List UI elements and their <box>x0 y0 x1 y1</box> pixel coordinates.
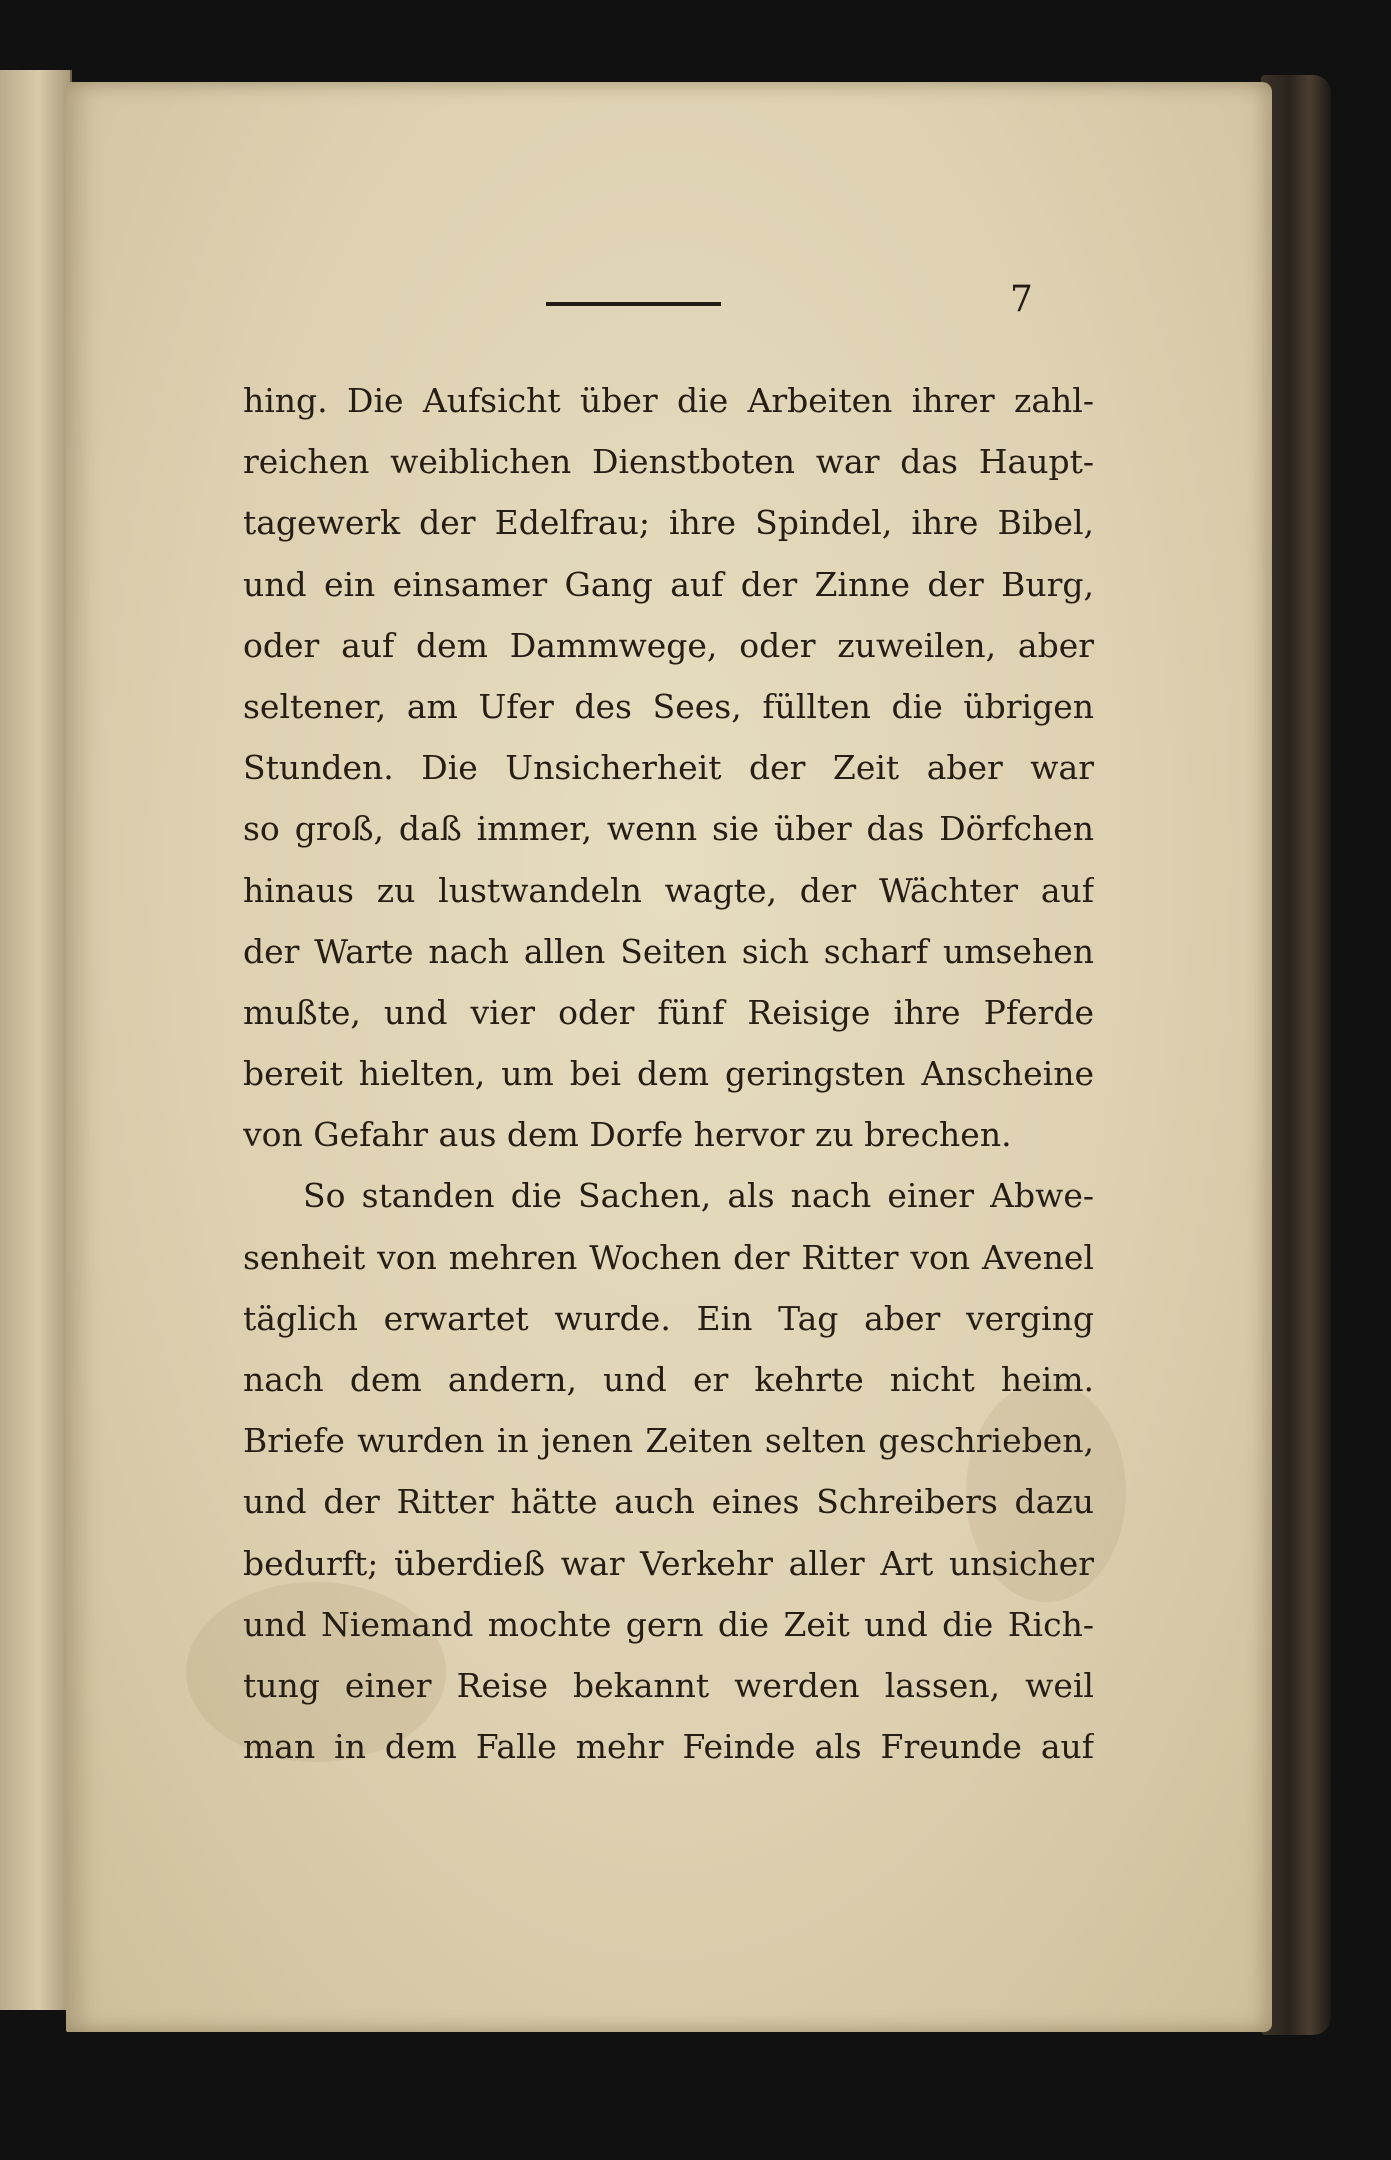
text-line: tung einer Reise bekannt werden lassen, weil <box>243 1665 1094 1705</box>
text-line: man in dem Falle mehr Feinde als Freunde auf <box>243 1727 1094 1767</box>
text-line: seltener, am Ufer des Sees, füllten die übrigen <box>243 686 1094 726</box>
page-number: 7 <box>1010 279 1033 320</box>
text-line: senheit von mehren Wochen der Ritter von Avenel <box>243 1237 1094 1277</box>
header-rule <box>546 302 721 306</box>
text-line: hinaus zu lustwandeln wagte, der Wächter auf <box>243 870 1094 910</box>
book-page <box>66 82 1272 2032</box>
text-line: und ein einsamer Gang auf der Zinne der Burg, <box>243 564 1094 604</box>
previous-page-edge <box>0 70 72 2010</box>
text-line: von Gefahr aus dem Dorfe hervor zu brechen. <box>243 1115 1012 1155</box>
body-text <box>243 370 1094 1777</box>
text-line: hing. Die Aufsicht über die Arbeiten ihrer zahl- <box>243 381 1094 420</box>
page-header <box>66 82 1272 382</box>
text-line: täglich erwartet wurde. Ein Tag aber verging <box>243 1298 1094 1338</box>
text-line: der Warte nach allen Seiten sich scharf umsehen <box>243 931 1094 971</box>
text-line: Briefe wurden in jenen Zeiten selten geschrieben, <box>243 1421 1094 1461</box>
text-line: und Niemand mochte gern die Zeit und die Rich- <box>243 1604 1094 1644</box>
text-line: oder auf dem Dammwege, oder zuweilen, aber <box>243 625 1094 665</box>
text-line: reichen weiblichen Dienstboten war das Haupt- <box>243 442 1094 482</box>
text-line: tagewerk der Edelfrau; ihre Spindel, ihre Bibel, <box>243 503 1094 543</box>
text-line: so groß, daß immer, wenn sie über das Dörfchen <box>243 809 1094 849</box>
text-line: Stunden. Die Unsicherheit der Zeit aber war <box>243 748 1094 788</box>
text-line: nach dem andern, und er kehrte nicht heim. <box>243 1360 1094 1399</box>
text-line: und der Ritter hätte auch eines Schreibers dazu <box>243 1482 1094 1522</box>
text-line: bedurft; überdieß war Verkehr aller Art unsicher <box>243 1543 1094 1583</box>
text-line: bereit hielten, um bei dem geringsten Anscheine <box>243 1054 1094 1094</box>
text-line: So standen die Sachen, als nach einer Abwe- <box>303 1176 1094 1216</box>
text-line: mußte, und vier oder fünf Reisige ihre Pferde <box>243 992 1094 1032</box>
